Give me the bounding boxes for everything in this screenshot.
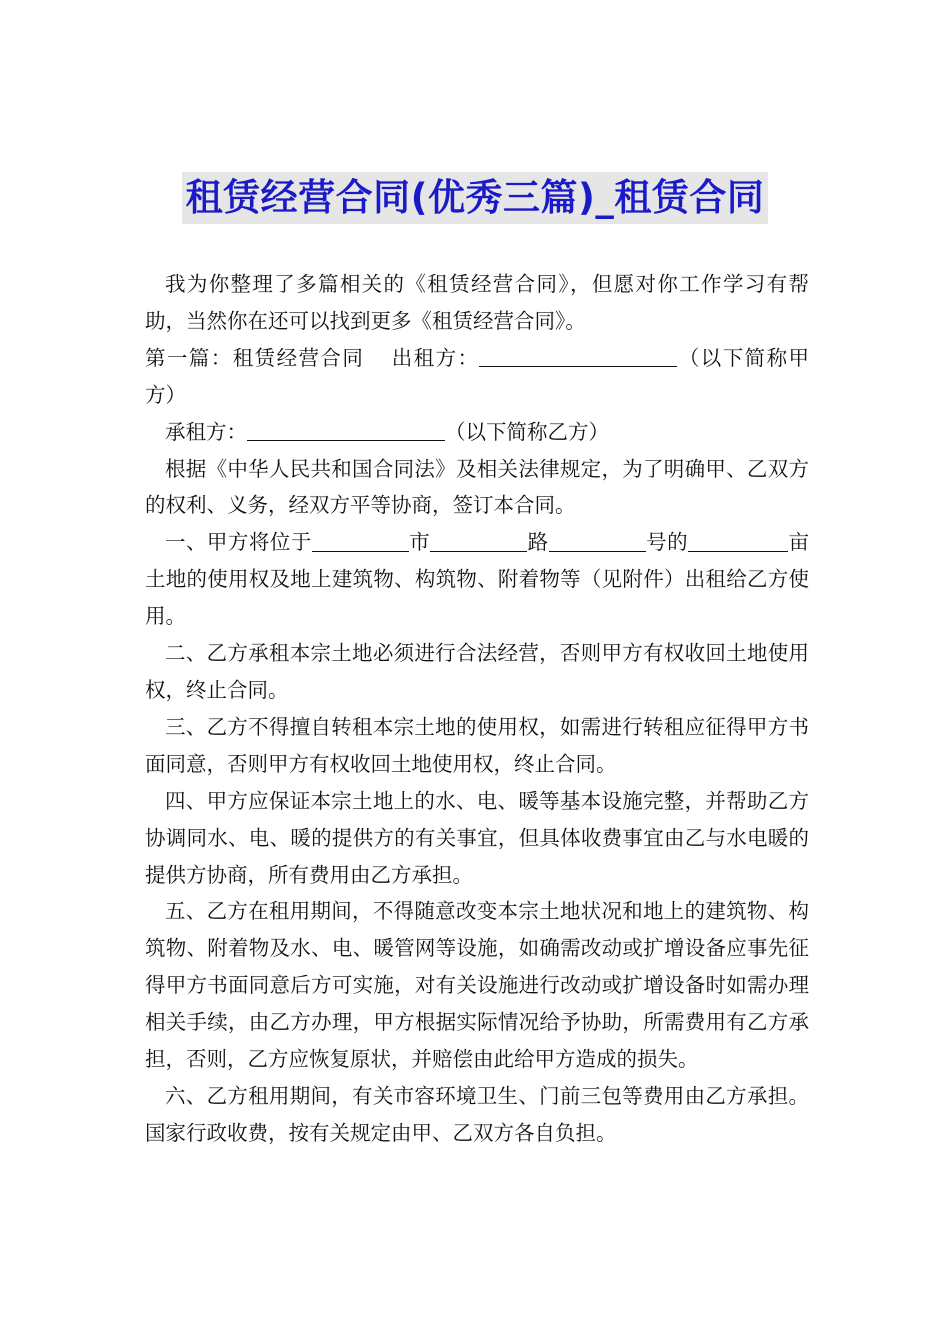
clause-5: 五、乙方在租用期间，不得随意改变本宗土地状况和地上的建筑物、构筑物、附着物及水、电、暖管网等设施，如确需改动或扩增设备应事先征得甲方书面同意后方可实施，对有关设施进行改动或扩增设备时如需办理相关手续，由乙方办理，甲方根据实际情况给予协助，所需费用有乙方承担，否则，乙方应恢复原状，并赔偿由此给甲方造成的损失。 xyxy=(145,899,809,1072)
number-blank xyxy=(549,530,646,552)
area-blank xyxy=(688,530,776,552)
section-heading: 第一篇：租赁经营合同 xyxy=(145,345,365,370)
lessee-blank xyxy=(247,420,445,442)
city-blank xyxy=(312,530,409,552)
lessee-suffix: （以下简称乙方） xyxy=(445,419,609,444)
intro-paragraph: 我为你整理了多篇相关的《租赁经营合同》，但愿对你工作学习有帮助，当然你在还可以找到更多《租赁经营合同》。 xyxy=(145,272,809,333)
preamble-paragraph: 根据《中华人民共和国合同法》及相关法律规定，为了明确甲、乙双方的权利、义务，经双方平等协商，签订本合同。 xyxy=(145,456,809,518)
clause-1-prefix: 一、甲方将位于 xyxy=(165,530,312,555)
road-blank xyxy=(430,530,527,552)
lessor-suffix: （以下简称甲方） xyxy=(145,345,810,407)
clause-1 xyxy=(145,524,809,635)
lessor-label: 出租方： xyxy=(390,345,480,370)
lessee-paragraph xyxy=(145,414,809,451)
lessor-blank xyxy=(479,346,677,368)
clause-4: 四、甲方应保证本宗土地上的水、电、暖等基本设施完整，并帮助乙方协调同水、电、暖的提供方的有关事宜，但具体收费事宜由乙与水电暖的提供方协商，所有费用由乙方承担。 xyxy=(145,788,809,887)
clause-1-rest: 亩土地的使用权及地上建筑物、构筑物、附着物等（见附件）出租给乙方使用。 xyxy=(145,530,810,629)
document-body xyxy=(145,266,809,1152)
clause-1-road: 路 xyxy=(527,530,549,555)
clause-3: 三、乙方不得擅自转租本宗土地的使用权，如需进行转租应征得甲方书面同意，否则甲方有权收回土地使用权，终止合同。 xyxy=(145,714,809,776)
clause-1-city: 市 xyxy=(408,530,431,555)
clause-6: 六、乙方租用期间，有关市容环境卫生、门前三包等费用由乙方承担。国家行政收费，按有关规定由甲、乙双方各自负担。 xyxy=(145,1083,809,1145)
title-container xyxy=(0,172,950,224)
clause-1-number: 号的 xyxy=(645,530,689,555)
lessee-label: 承租方： xyxy=(165,419,247,444)
area-blank-continued xyxy=(776,530,788,552)
document-title: 租赁经营合同(优秀三篇)_租赁合同 xyxy=(182,172,769,224)
lessor-paragraph xyxy=(145,340,809,414)
clause-2: 二、乙方承租本宗土地必须进行合法经营，否则甲方有权收回土地使用权，终止合同。 xyxy=(145,641,809,702)
